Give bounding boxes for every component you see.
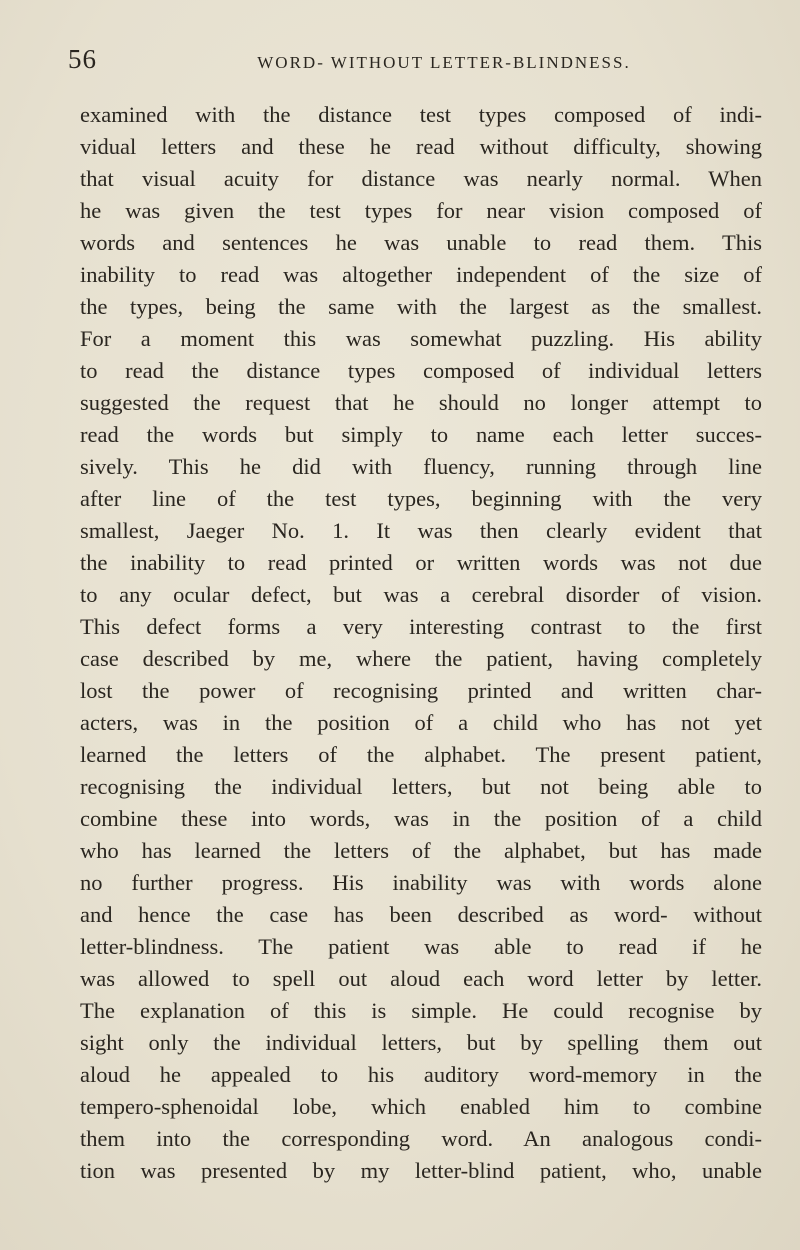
text-line: who has learned the letters of the alphabet, but has made — [80, 838, 762, 863]
text-line: no further progress. His inability was with words alone — [80, 870, 762, 895]
text-line: aloud he appealed to his auditory word-memory in the — [80, 1062, 762, 1087]
text-line: suggested the request that he should no longer attempt to — [80, 390, 762, 415]
text-line: was allowed to spell out aloud each word letter by letter. — [80, 966, 762, 991]
text-line: learned the letters of the alphabet. The present patient, — [80, 742, 762, 767]
text-line: The explanation of this is simple. He could recognise by — [80, 998, 762, 1023]
text-line: combine these into words, was in the position of a child — [80, 806, 762, 831]
text-line: read the words but simply to name each letter succes- — [80, 422, 762, 447]
text-line: the types, being the same with the largest as the smallest. — [80, 294, 762, 319]
text-line: acters, was in the position of a child who has not yet — [80, 710, 762, 735]
text-line: sight only the individual letters, but by spelling them out — [80, 1030, 762, 1055]
text-line: the inability to read printed or written words was not due — [80, 550, 762, 575]
page-number: 56 — [68, 44, 97, 74]
text-line: tempero-sphenoidal lobe, which enabled him to combine — [80, 1094, 762, 1119]
text-line: lost the power of recognising printed and written char- — [80, 678, 762, 703]
text-line: vidual letters and these he read without difficulty, showing — [80, 134, 762, 159]
text-line: recognising the individual letters, but not being able to — [80, 774, 762, 799]
running-head — [68, 44, 758, 84]
text-line: letter-blindness. The patient was able to read if he — [80, 934, 762, 959]
body-text — [80, 99, 762, 1187]
text-line: sively. This he did with fluency, running through line — [80, 454, 762, 479]
text-line: This defect forms a very interesting contrast to the first — [80, 614, 762, 639]
text-line: them into the corresponding word. An analogous condi- — [80, 1126, 762, 1151]
text-line: words and sentences he was unable to read them. This — [80, 230, 762, 255]
text-line: he was given the test types for near vision composed of — [80, 198, 762, 223]
text-line: examined with the distance test types composed of indi- — [80, 102, 762, 127]
text-line: tion was presented by my letter-blind patient, who, unable — [80, 1158, 762, 1183]
text-line: smallest, Jaeger No. 1. It was then clearly evident that — [80, 518, 762, 543]
text-line: after line of the test types, beginning with the very — [80, 486, 762, 511]
text-line: For a moment this was somewhat puzzling. His ability — [80, 326, 762, 351]
text-line: to read the distance types composed of individual letters — [80, 358, 762, 383]
text-line: and hence the case has been described as word- without — [80, 902, 762, 927]
text-line: case described by me, where the patient, having completely — [80, 646, 762, 671]
text-line: that visual acuity for distance was nearly normal. When — [80, 166, 762, 191]
running-title: WORD- WITHOUT LETTER-BLINDNESS. — [257, 53, 631, 72]
text-line: to any ocular defect, but was a cerebral disorder of vision. — [80, 582, 762, 607]
text-line: inability to read was altogether independent of the size of — [80, 262, 762, 287]
